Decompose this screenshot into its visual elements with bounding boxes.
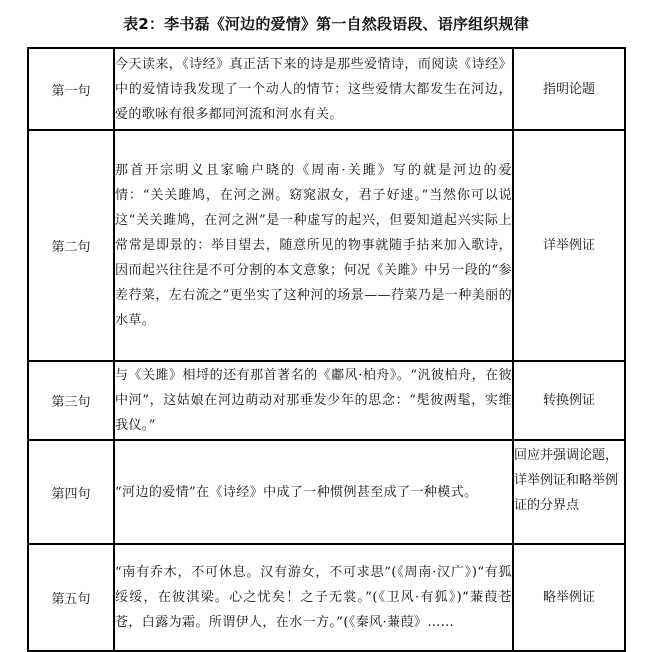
table-row — [28, 544, 625, 651]
sentence-label: 第三句 — [28, 361, 114, 440]
sentence-label: 第二句 — [28, 130, 114, 361]
method-cell: 转换例证 — [513, 361, 625, 440]
table-row — [28, 440, 625, 544]
table-row — [28, 130, 625, 361]
sentence-content: 今天读来，《诗经》真正活下来的诗是那些爱情诗，而阅读《诗经》中的爱情诗我发现了一个动人的情节：这些爱情大都发生在河边，爱的歌咏有很多都同河流和河水有关。 — [114, 48, 513, 130]
sentence-content: 那首开宗明义且家喻户晓的《周南·关雎》写的就是河边的爱情：“关关雎鸠，在河之洲。窈窕淑女，君子好逑。”当然你可以说这“关关雎鸠，在河之洲”是一种虚写的起兴，但要知道起兴实际上常常是即景的：举目望去，随意所见的物事就随手拈来加入歌诗，因而起兴往往是不可分割的本文意象；何况《关雎》中另一段的“参差荇菜，左右流之”更坐实了这种河的场景——荇菜乃是一种美丽的水草。 — [114, 130, 513, 361]
sentence-content: 与《关雎》相埒的还有那首著名的《鄘风·柏舟》。“汎彼柏舟，在彼中河”，这姑娘在河边萌动对那垂发少年的思念：“髧彼两髦，实维我仪。” — [114, 361, 513, 440]
method-cell: 指明论题 — [513, 48, 625, 130]
sentence-content: “南有乔木，不可休息。汉有游女，不可求思”(《周南·汉广》)“有狐绥绥，在彼淇梁。心之忧矣！之子无裳。”(《卫风·有狐》)“蒹葭苍苍，白露为霜。所谓伊人，在水一方。”(《秦风·蒹葭》…… — [114, 544, 513, 651]
table-title: 表2：李书磊《河边的爱情》第一自然段语段、语序组织规律 — [123, 15, 529, 33]
method-cell: 回应并强调论题，详举例证和略举例证的分界点 — [513, 440, 625, 544]
method-cell: 略举例证 — [513, 544, 625, 651]
table-row — [28, 48, 625, 130]
sentence-content: “河边的爱情”在《诗经》中成了一种惯例甚至成了一种模式。 — [114, 440, 513, 544]
sentence-label: 第一句 — [28, 48, 114, 130]
paragraph-analysis-table — [27, 47, 626, 652]
method-cell: 详举例证 — [513, 130, 625, 361]
sentence-label: 第五句 — [28, 544, 114, 651]
table-row — [28, 361, 625, 440]
sentence-label: 第四句 — [28, 440, 114, 544]
